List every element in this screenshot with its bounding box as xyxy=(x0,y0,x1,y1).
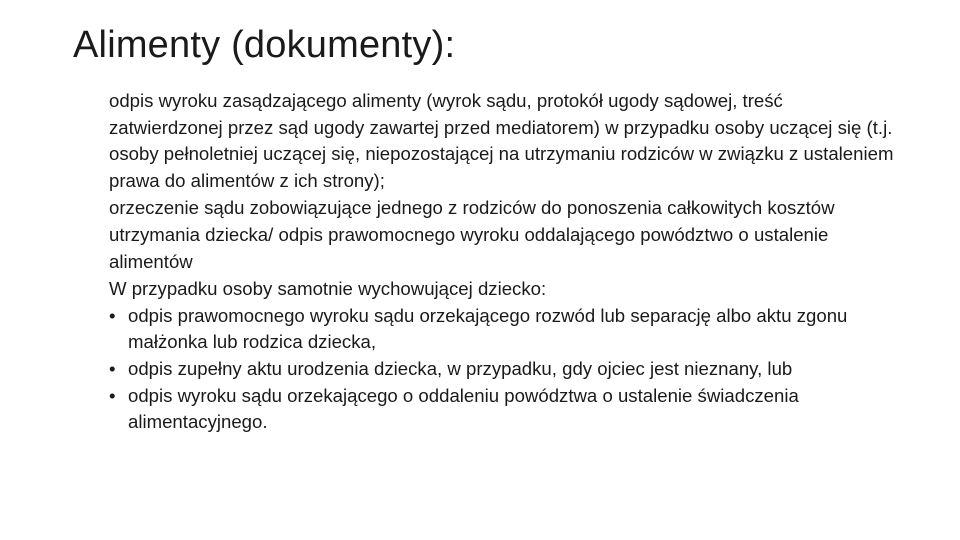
bullet-icon: • xyxy=(109,357,116,379)
list-item-text: odpis zupełny aktu urodzenia dziecka, w przypadku, gdy ojciec jest nieznany, lub xyxy=(128,357,793,379)
document-list xyxy=(109,303,899,436)
list-item-text: odpis prawomocnego wyroku sądu orzekającego rozwód lub separację albo aktu zgonu małżonka lub rodzica dziecka, xyxy=(128,304,848,353)
paragraph-court-judgment: odpis wyroku zasądzającego alimenty (wyrok sądu, protokół ugody sądowej, treść zatwierdzonej przez sąd ugody zawartej przed mediatorem) w przypadku osoby uczącej się (t.j. osoby pełnoletniej uczącej się, niepozostającej na utrzymaniu rodziców w związku z ustaleniem prawa do alimentów z ich strony); xyxy=(109,90,894,191)
list-item xyxy=(109,383,899,436)
slide-body xyxy=(109,88,899,436)
list-item xyxy=(109,356,899,383)
list-item xyxy=(109,303,899,356)
list-heading: W przypadku osoby samotnie wychowującej dziecko: xyxy=(109,278,547,300)
list-item-text: odpis wyroku sądu orzekającego o oddaleniu powództwa o ustalenie świadczenia alimentacyjnego. xyxy=(128,384,799,433)
slide-title: Alimenty (dokumenty): xyxy=(73,24,456,66)
bullet-icon: • xyxy=(109,384,116,406)
bullet-icon: • xyxy=(109,304,116,326)
paragraph-court-order: orzeczenie sądu zobowiązujące jednego z rodziców do ponoszenia całkowitych kosztów utrzymania dziecka/ odpis prawomocnego wyroku oddalającego powództwo o ustalenie alimentów xyxy=(109,197,835,272)
